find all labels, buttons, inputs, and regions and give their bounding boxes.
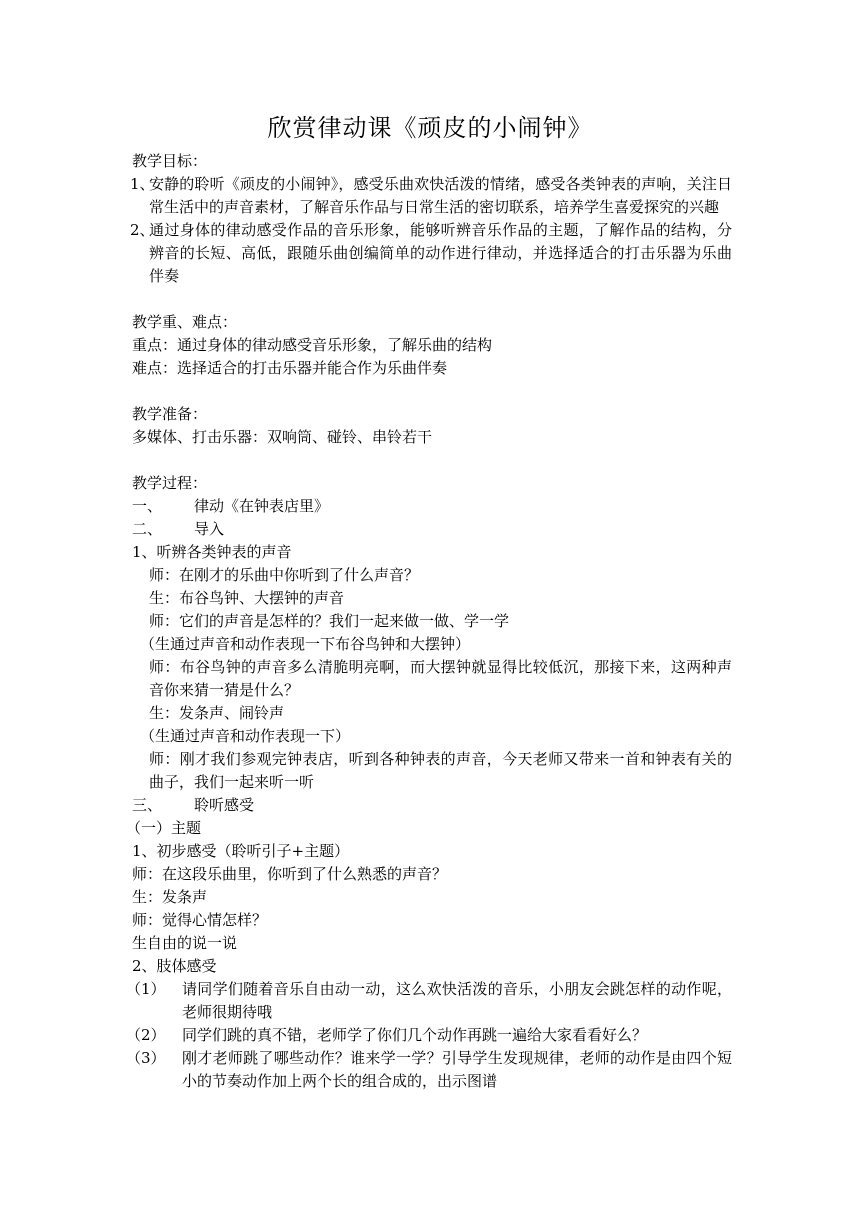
dialogue-line: 生自由的说一说 [132,934,238,952]
key-point: 重点：通过身体的律动感受音乐形象，了解乐曲的结构 [132,336,493,354]
section-number: 三、 [132,796,163,814]
goal-item [130,173,732,219]
activity-text: 请同学们随着音乐自由动一动，这么欢快活泼的音乐，小朋友会跳怎样的动作呢，老师很期待哦 [182,980,732,1021]
section-number: 一、 [132,497,163,515]
dialogue-line: 生：发条声、闹铃声 [149,704,285,722]
page-title: 欣赏律动课《顽皮的小闹钟》 [267,114,593,142]
goal-text: 通过身体的律动感受作品的音乐形象，能够听辨音乐作品的主题，了解作品的结构，分辨音的长短、高低，跟随乐曲创编简单的动作进行律动，并选择适合的打击乐器为乐曲伴奏 [149,221,732,285]
activity-item [126,1047,732,1093]
section-title: 导入 [194,520,225,538]
dialogue-line: 生：发条声 [132,888,208,906]
dialogue-line: 生：布谷鸟钟、大摆钟的声音 [149,589,345,607]
subsection-title: 2、肢体感受 [132,957,217,975]
subsection-title: （一）主题 [126,819,202,837]
section-title: 聆听感受 [194,796,255,814]
goal-number: 1、 [130,175,155,193]
document-body [126,150,732,1093]
subsection-title: 1、听辨各类钟表的声音 [132,543,292,561]
activity-item [126,1024,732,1047]
dialogue-line: 师：刚才我们参观完钟表店，听到各种钟表的声音，今天老师又带来一首和钟表有关的曲子，我们一起来听一听 [149,750,732,791]
dialogue-line: 师：它们的声音是怎样的？我们一起来做一做、学一学 [149,612,510,630]
difficult-point: 难点：选择适合的打击乐器并能合作为乐曲伴奏 [132,359,448,377]
preparation-text: 多媒体、打击乐器：双响筒、碰铃、串铃若干 [132,428,433,446]
dialogue-line: 师：觉得心情怎样？ [132,911,268,929]
key-points-heading: 教学重、难点： [132,313,238,331]
process-heading: 教学过程： [132,474,208,492]
section-number: 二、 [132,520,163,538]
subsection-title: 1、初步感受（聆听引子+主题） [132,842,350,860]
activity-text: 同学们跳的真不错，老师学了你们几个动作再跳一遍给大家看看好么？ [182,1026,648,1044]
goal-item [130,219,732,288]
section-heading [132,794,732,817]
activity-number: （3） [126,1049,166,1067]
activity-number: （1） [126,980,166,998]
activity-text: 刚才老师跳了哪些动作？谁来学一学？引导学生发现规律，老师的动作是由四个短小的节奏动作加上两个长的组合成的，出示图谱 [182,1049,732,1090]
goals-heading: 教学目标： [132,152,208,170]
goal-number: 2、 [130,221,155,239]
dialogue-line: （生通过声音和动作表现一下） [140,727,351,745]
dialogue-line: 师：布谷鸟钟的声音多么清脆明亮啊，而大摆钟就显得比较低沉，那接下来，这两种声音你来猜一猜是什么？ [149,658,732,699]
goal-text: 安静的聆听《顽皮的小闹钟》，感受乐曲欢快活泼的情绪，感受各类钟表的声响，关注日常生活中的声音素材，了解音乐作品与日常生活的密切联系，培养学生喜爱探究的兴趣 [149,175,732,216]
section-heading [132,495,732,518]
dialogue-line: 师：在刚才的乐曲中你听到了什么声音？ [149,566,420,584]
activity-number: （2） [126,1026,166,1044]
activity-item [126,978,732,1024]
dialogue-line: （生通过声音和动作表现一下布谷鸟钟和大摆钟） [140,635,471,653]
section-title: 律动《在钟表店里》 [194,497,330,515]
preparation-heading: 教学准备： [132,405,208,423]
dialogue-line: 师：在这段乐曲里，你听到了什么熟悉的声音？ [132,865,448,883]
section-heading [132,518,732,541]
